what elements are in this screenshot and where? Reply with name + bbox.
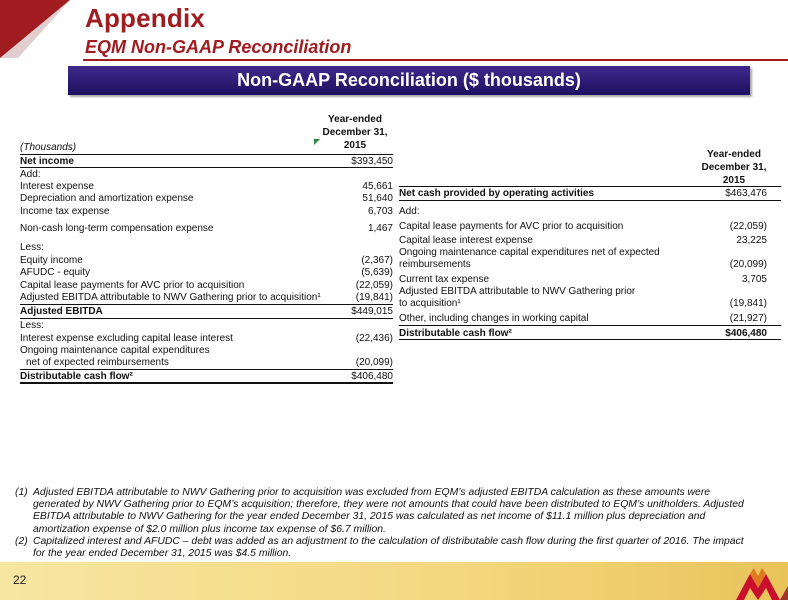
table-row xyxy=(20,319,393,332)
divider xyxy=(20,382,393,384)
table-row xyxy=(20,291,393,304)
row-value: 23,225 xyxy=(736,235,767,246)
left-reconciliation-table xyxy=(20,113,393,383)
row-value: (21,927) xyxy=(729,313,767,324)
row-label: net of expected reimbursements xyxy=(26,357,169,368)
right-column-header xyxy=(689,148,779,187)
table-row xyxy=(20,241,393,254)
row-value: $463,476 xyxy=(725,188,767,199)
page-subtitle: EQM Non-GAAP Reconciliation xyxy=(85,37,352,57)
table-row xyxy=(20,205,393,218)
page-title: Appendix xyxy=(85,3,206,33)
row-label: Ongoing maintenance capital expenditures xyxy=(20,345,210,356)
row-label: Distributable cash flow² xyxy=(399,328,512,339)
row-label: Capital lease payments for AVC prior to acquisition xyxy=(399,221,624,232)
footnote-text: Capitalized interest and AFUDC – debt was added as an adjustment to the calculation of distributable cash flow during the first quarter of 2016. The impact for the year ended December 31, 2015 was $4.5 million. xyxy=(33,535,744,560)
row-label: Non-cash long-term compensation expense xyxy=(20,223,214,234)
right-reconciliation-table xyxy=(399,148,767,343)
corner-decoration xyxy=(0,0,70,58)
row-value: (5,639) xyxy=(361,267,393,278)
table-row xyxy=(20,266,393,279)
row-label: Other, including changes in working capital xyxy=(399,313,589,324)
left-header-line-3: 2015 xyxy=(343,140,367,151)
footnote-number: (1) xyxy=(15,487,28,498)
row-value: (22,436) xyxy=(355,333,393,344)
row-label: Less: xyxy=(20,320,44,331)
footnote-2 xyxy=(15,536,750,560)
table-row xyxy=(399,297,767,310)
table-row xyxy=(20,192,393,205)
table-row xyxy=(20,305,393,318)
row-value: $449,015 xyxy=(351,306,393,317)
table-row xyxy=(20,222,393,235)
row-label: Add: xyxy=(399,206,420,217)
row-label: Less: xyxy=(20,242,44,253)
footnote-text: Adjusted EBITDA attributable to NWV Gathering prior to acquisition was excluded from EQM’s adjusted EBITDA calculation as these amounts were generated by NWV Gathering prior to EQM’s acquisition; therefore, they were not amounts that could have been distributed to EQM’s unitholders. Adjusted EBITDA attributable to NWV Gathering for the year ended December 31, 2015 was calculated as net income of $11.1 million plus depreciation and amortization expense of $2.0 million plus income tax expense of $6.7 million. xyxy=(33,487,744,535)
row-value: (22,059) xyxy=(729,221,767,232)
row-value: (19,841) xyxy=(355,292,393,303)
row-value: $406,480 xyxy=(725,328,767,339)
row-label: Equity income xyxy=(20,255,83,266)
section-banner: Non-GAAP Reconciliation ($ thousands) xyxy=(68,66,750,95)
left-header-line-1: Year-ended xyxy=(328,114,382,125)
table-row xyxy=(399,258,767,271)
row-label: Distributable cash flow² xyxy=(20,371,133,382)
table-row xyxy=(20,356,393,369)
row-label: Current tax expense xyxy=(399,274,490,285)
eqt-chevron-logo-icon xyxy=(736,566,788,600)
row-value: $393,450 xyxy=(351,156,393,167)
row-label: Adjusted EBITDA xyxy=(20,306,103,317)
row-label: AFUDC - equity xyxy=(20,267,91,278)
divider xyxy=(399,325,781,326)
row-label: Net income xyxy=(20,156,74,167)
row-value: 51,640 xyxy=(362,193,393,204)
table-row xyxy=(399,205,767,218)
table-row xyxy=(399,220,767,233)
row-label: Add: xyxy=(20,169,41,180)
row-label: Income tax expense xyxy=(20,206,110,217)
title-rule xyxy=(83,59,788,61)
table-row xyxy=(399,312,767,325)
footer-bar xyxy=(0,562,788,600)
left-column-header xyxy=(310,113,400,152)
row-value: (19,841) xyxy=(729,298,767,309)
row-label: Ongoing maintenance capital expenditures net of expected xyxy=(399,247,660,258)
marker-icon xyxy=(314,139,320,145)
row-value: 45,661 xyxy=(362,181,393,192)
row-label: Capital lease payments for AVC prior to acquisition xyxy=(20,280,245,291)
table-row xyxy=(399,187,767,200)
row-label: Net cash provided by operating activities xyxy=(399,188,595,199)
row-value: (20,099) xyxy=(729,259,767,270)
footnote-1 xyxy=(15,487,750,536)
divider xyxy=(399,339,781,340)
row-label: Capital lease interest expense xyxy=(399,235,533,246)
row-value: (22,059) xyxy=(355,280,393,291)
right-header-line-2: December 31, xyxy=(701,162,767,173)
left-header-line-2: December 31, xyxy=(322,127,388,138)
footnotes xyxy=(15,487,750,560)
page-number: 22 xyxy=(13,573,27,587)
units-label-text: (Thousands) xyxy=(20,142,77,153)
row-label: reimbursements xyxy=(399,259,471,270)
row-value: 6,703 xyxy=(367,206,393,217)
row-value: 3,705 xyxy=(741,274,767,285)
row-label: Interest expense excluding capital lease interest xyxy=(20,333,233,344)
row-value: (2,367) xyxy=(361,255,393,266)
row-label: Interest expense xyxy=(20,181,94,192)
row-label: Adjusted EBITDA attributable to NWV Gathering prior xyxy=(399,286,636,297)
divider xyxy=(399,200,781,201)
footnote-number: (2) xyxy=(15,535,28,547)
row-value: (20,099) xyxy=(355,357,393,368)
row-value: $406,480 xyxy=(351,371,393,382)
row-label: Depreciation and amortization expense xyxy=(20,193,194,204)
right-header-line-3: 2015 xyxy=(722,175,746,186)
row-label: Adjusted EBITDA attributable to NWV Gathering prior to acquisition¹ xyxy=(20,292,321,303)
row-value: 1,467 xyxy=(367,223,393,234)
row-label: to acquisition¹ xyxy=(399,298,461,309)
right-header-line-1: Year-ended xyxy=(707,149,761,160)
